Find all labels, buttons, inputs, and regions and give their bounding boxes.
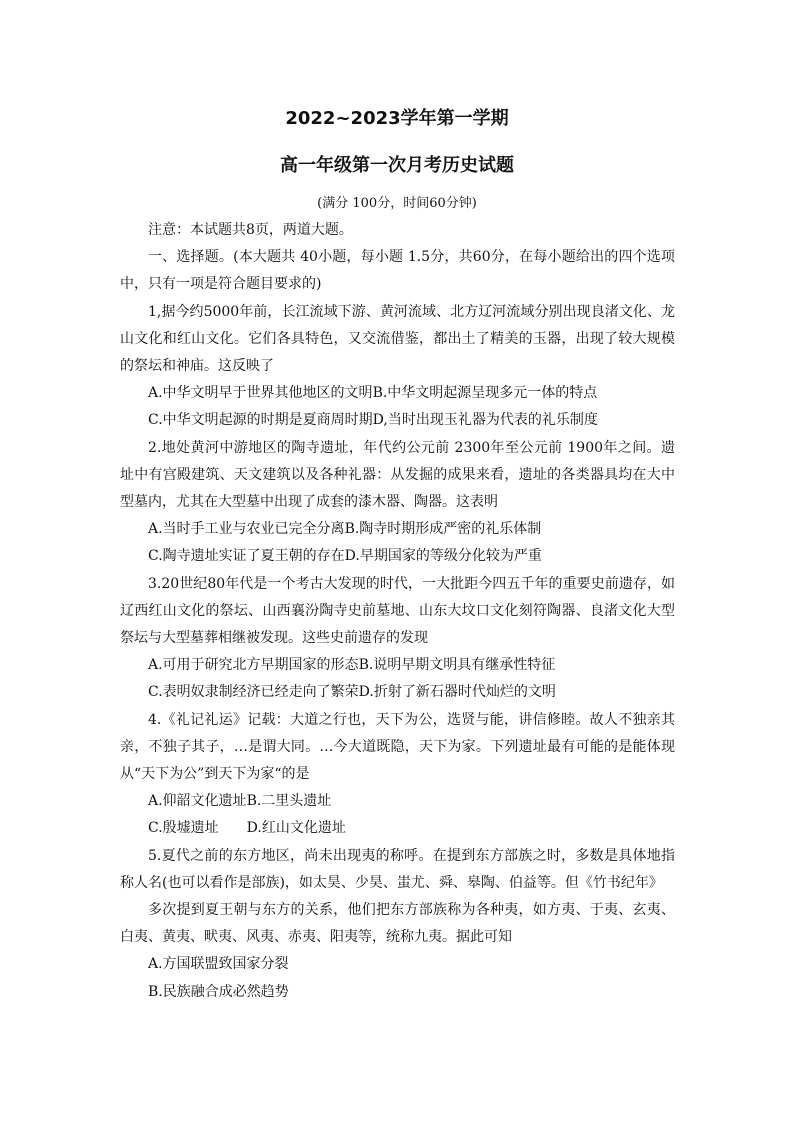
option-a[interactable]: A.中华文明早于世界其他地区的文明 xyxy=(148,385,373,402)
option-d[interactable]: D.早期国家的等级分化较为严重 xyxy=(344,548,542,565)
question-2-options-row2 xyxy=(120,543,675,570)
question-4-options-row1 xyxy=(120,788,675,815)
exam-term-title: 2022~2023学年第一学期 xyxy=(285,108,509,129)
option-b[interactable]: B.二里头遗址 xyxy=(246,793,332,810)
option-b[interactable]: B.中华文明起源呈现多元一体的特点 xyxy=(372,385,598,402)
question-5-continuation: 多次提到夏王朝与东方的关系，他们把东方部族称为各种夷，如方夷、于夷、玄夷、白夷、黄夷、畎夷、风夷、赤夷、阳夷等，统称九夷。据此可知 xyxy=(120,902,675,946)
option-a[interactable]: A.方国联盟致国家分裂 xyxy=(148,956,289,973)
option-d[interactable]: D,当时出现玉礼器为代表的礼乐制度 xyxy=(372,412,598,429)
option-a[interactable]: A.可用于研究北方早期国家的形态 xyxy=(148,657,359,674)
question-5-stem: 5.夏代之前的东方地区，尚未出现夷的称呼。在提到东方部族之时，多数是具体地指称人名(也可以看作是部族)，如太昊、少昊、蚩尤、舜、皋陶、伯益等。但《竹书纪年》 xyxy=(120,847,675,891)
question-2-stem: 2.地处黄河中游地区的陶寺遗址，年代约公元前 2300年至公元前 1900年之间。遗址中有宫殿建筑、天文建筑以及各种礼器：从发掘的成果来看，遗址的各类器具均在大中型墓内，尤其在大型墓中出现了成套的漆木器、陶器。这表明 xyxy=(120,439,675,511)
question-5-option-b-row xyxy=(120,979,675,1006)
question-4-stem: 4.《礼记礼运》记载：大道之行也，天下为公，选贤与能，讲信修睦。故人不独亲其亲，不独子其子，…是谓大同。…今大道既隐，天下为家。下列遗址最有可能的是能体现从“天下为公”到天下为家“的是 xyxy=(120,711,675,783)
notice-line: 注意：本试题共8页，两道大题。 xyxy=(148,222,353,238)
question-3-options-row1 xyxy=(120,652,675,679)
option-c[interactable]: C.表明奴隶制经济已经走向了繁荣 xyxy=(148,684,359,701)
option-a[interactable]: A.仰韶文化遗址 xyxy=(148,793,247,810)
question-3-stem: 3.20世纪80年代是一个考古大发现的时代，一大批距今四五千年的重要史前遗存，如辽西红山文化的祭坛、山西襄汾陶寺史前墓地、山东大坟口文化刻符陶器、良渚文化大型祭坛与大型墓葬相继被发现。这些史前遗存的发现 xyxy=(120,575,675,647)
option-d[interactable]: D.折射了新石器时代灿烂的文明 xyxy=(358,684,556,701)
question-3-options-row2 xyxy=(120,679,675,706)
question-1-options-row2 xyxy=(120,407,675,434)
question-5-option-a-row xyxy=(120,951,675,978)
exam-title: 高一年级第一次月考历史试题 xyxy=(280,155,514,176)
option-b[interactable]: B.民族融合成必然趋势 xyxy=(148,983,289,1000)
option-b[interactable]: B.陶寺时期形成严密的礼乐体制 xyxy=(344,521,542,538)
option-d[interactable]: D.红山文化遗址 xyxy=(246,820,346,837)
option-c[interactable]: C.殷墟遗址 xyxy=(148,820,219,837)
option-c[interactable]: C.中华文明起源的时期是夏商周时期 xyxy=(148,412,373,429)
section-heading: 一、选择题。(本大题共 40小题，每小题 1.5分，共60分，在每小题给出的四个选项中，只有一项是符合题目要求的) xyxy=(120,249,675,293)
exam-body xyxy=(120,217,675,1006)
option-a[interactable]: A.当时手工业与农业已完全分离 xyxy=(148,521,345,538)
question-1-stem: 1,据今约5000年前，长江流域下游、黄河流域、北方辽河流域分别出现良渚文化、龙山文化和红山文化。它们各具特色，又交流借鉴，都出土了精美的玉器，出现了较大规模的祭坛和神庙。这反映了 xyxy=(120,303,675,375)
exam-score-time: (满分 100分，时间60分钟) xyxy=(317,196,477,211)
option-b[interactable]: B.说明早期文明具有继承性特征 xyxy=(358,657,556,674)
question-4-options-row2 xyxy=(120,815,675,842)
question-2-options-row1 xyxy=(120,516,675,543)
option-c[interactable]: C.陶寺遗址实证了夏王朝的存在 xyxy=(148,548,345,565)
question-1-options-row1 xyxy=(120,380,675,407)
